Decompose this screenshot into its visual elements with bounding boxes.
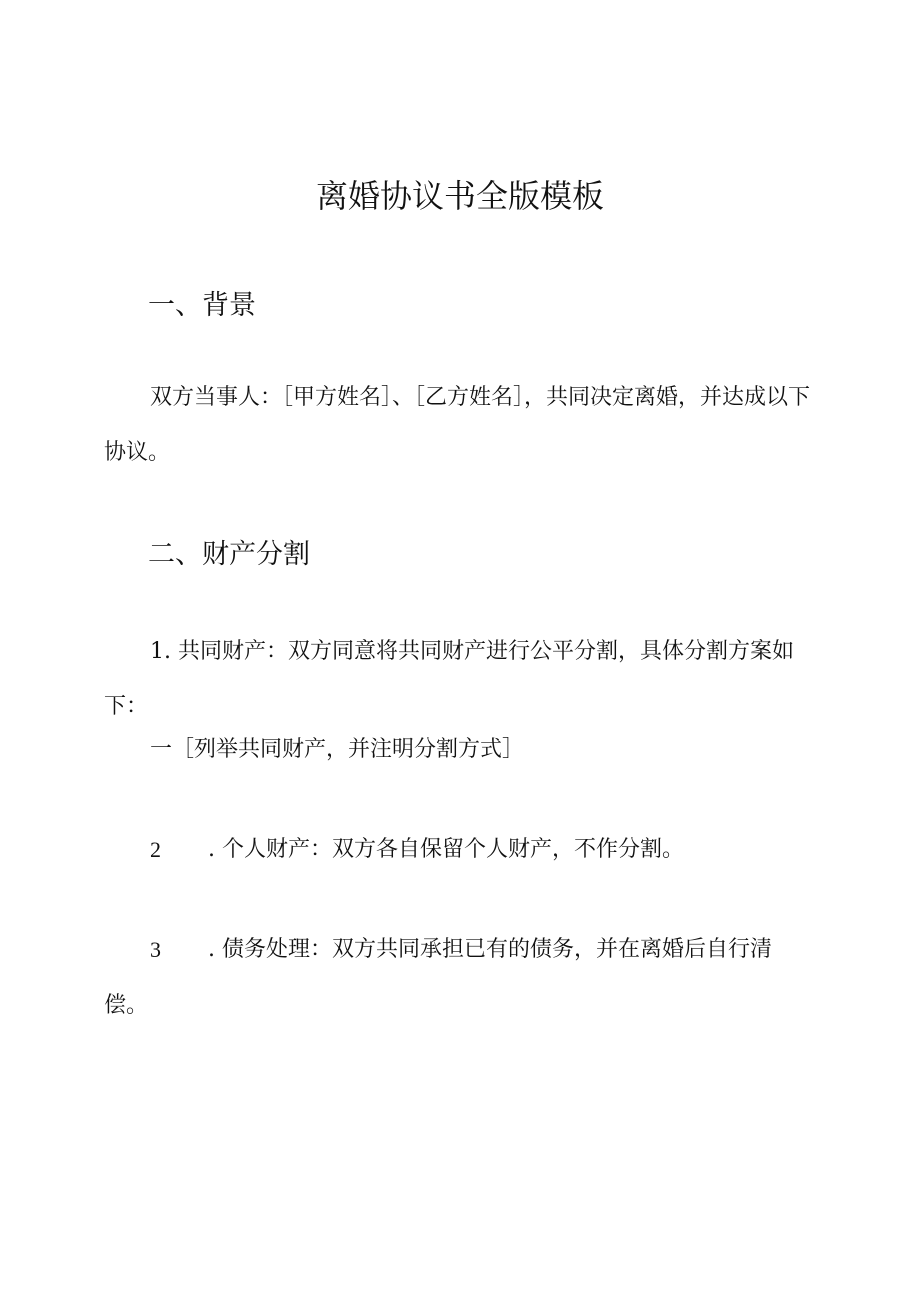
property-item-1 bbox=[104, 624, 816, 734]
section-heading-property: 二、财产分割 bbox=[148, 539, 310, 570]
item-3-number: 3 bbox=[150, 937, 161, 962]
item-2-number: 2 bbox=[150, 837, 161, 862]
item-1-number: 1 bbox=[150, 639, 164, 664]
property-item-1-sub: 一［列举共同财产，并注明分割方式］ bbox=[150, 737, 525, 762]
item-2-text: . 个人财产：双方各自保留个人财产，不作分割。 bbox=[208, 837, 684, 862]
background-paragraph: 双方当事人：［甲方姓名］、［乙方姓名］，共同决定离婚，并达成以下协议。 bbox=[104, 385, 811, 465]
document-title: 离婚协议书全版模板 bbox=[315, 177, 604, 215]
item-3-text-line-2: 偿。 bbox=[104, 993, 149, 1018]
section-heading-background: 一、背景 bbox=[148, 290, 256, 321]
item-1-text: . 共同财产：双方同意将共同财产进行公平分割，具体分割方案如下： bbox=[104, 639, 794, 719]
item-3-text-line-1: . 债务处理：双方共同承担已有的债务，并在离婚后自行清 bbox=[208, 937, 772, 962]
